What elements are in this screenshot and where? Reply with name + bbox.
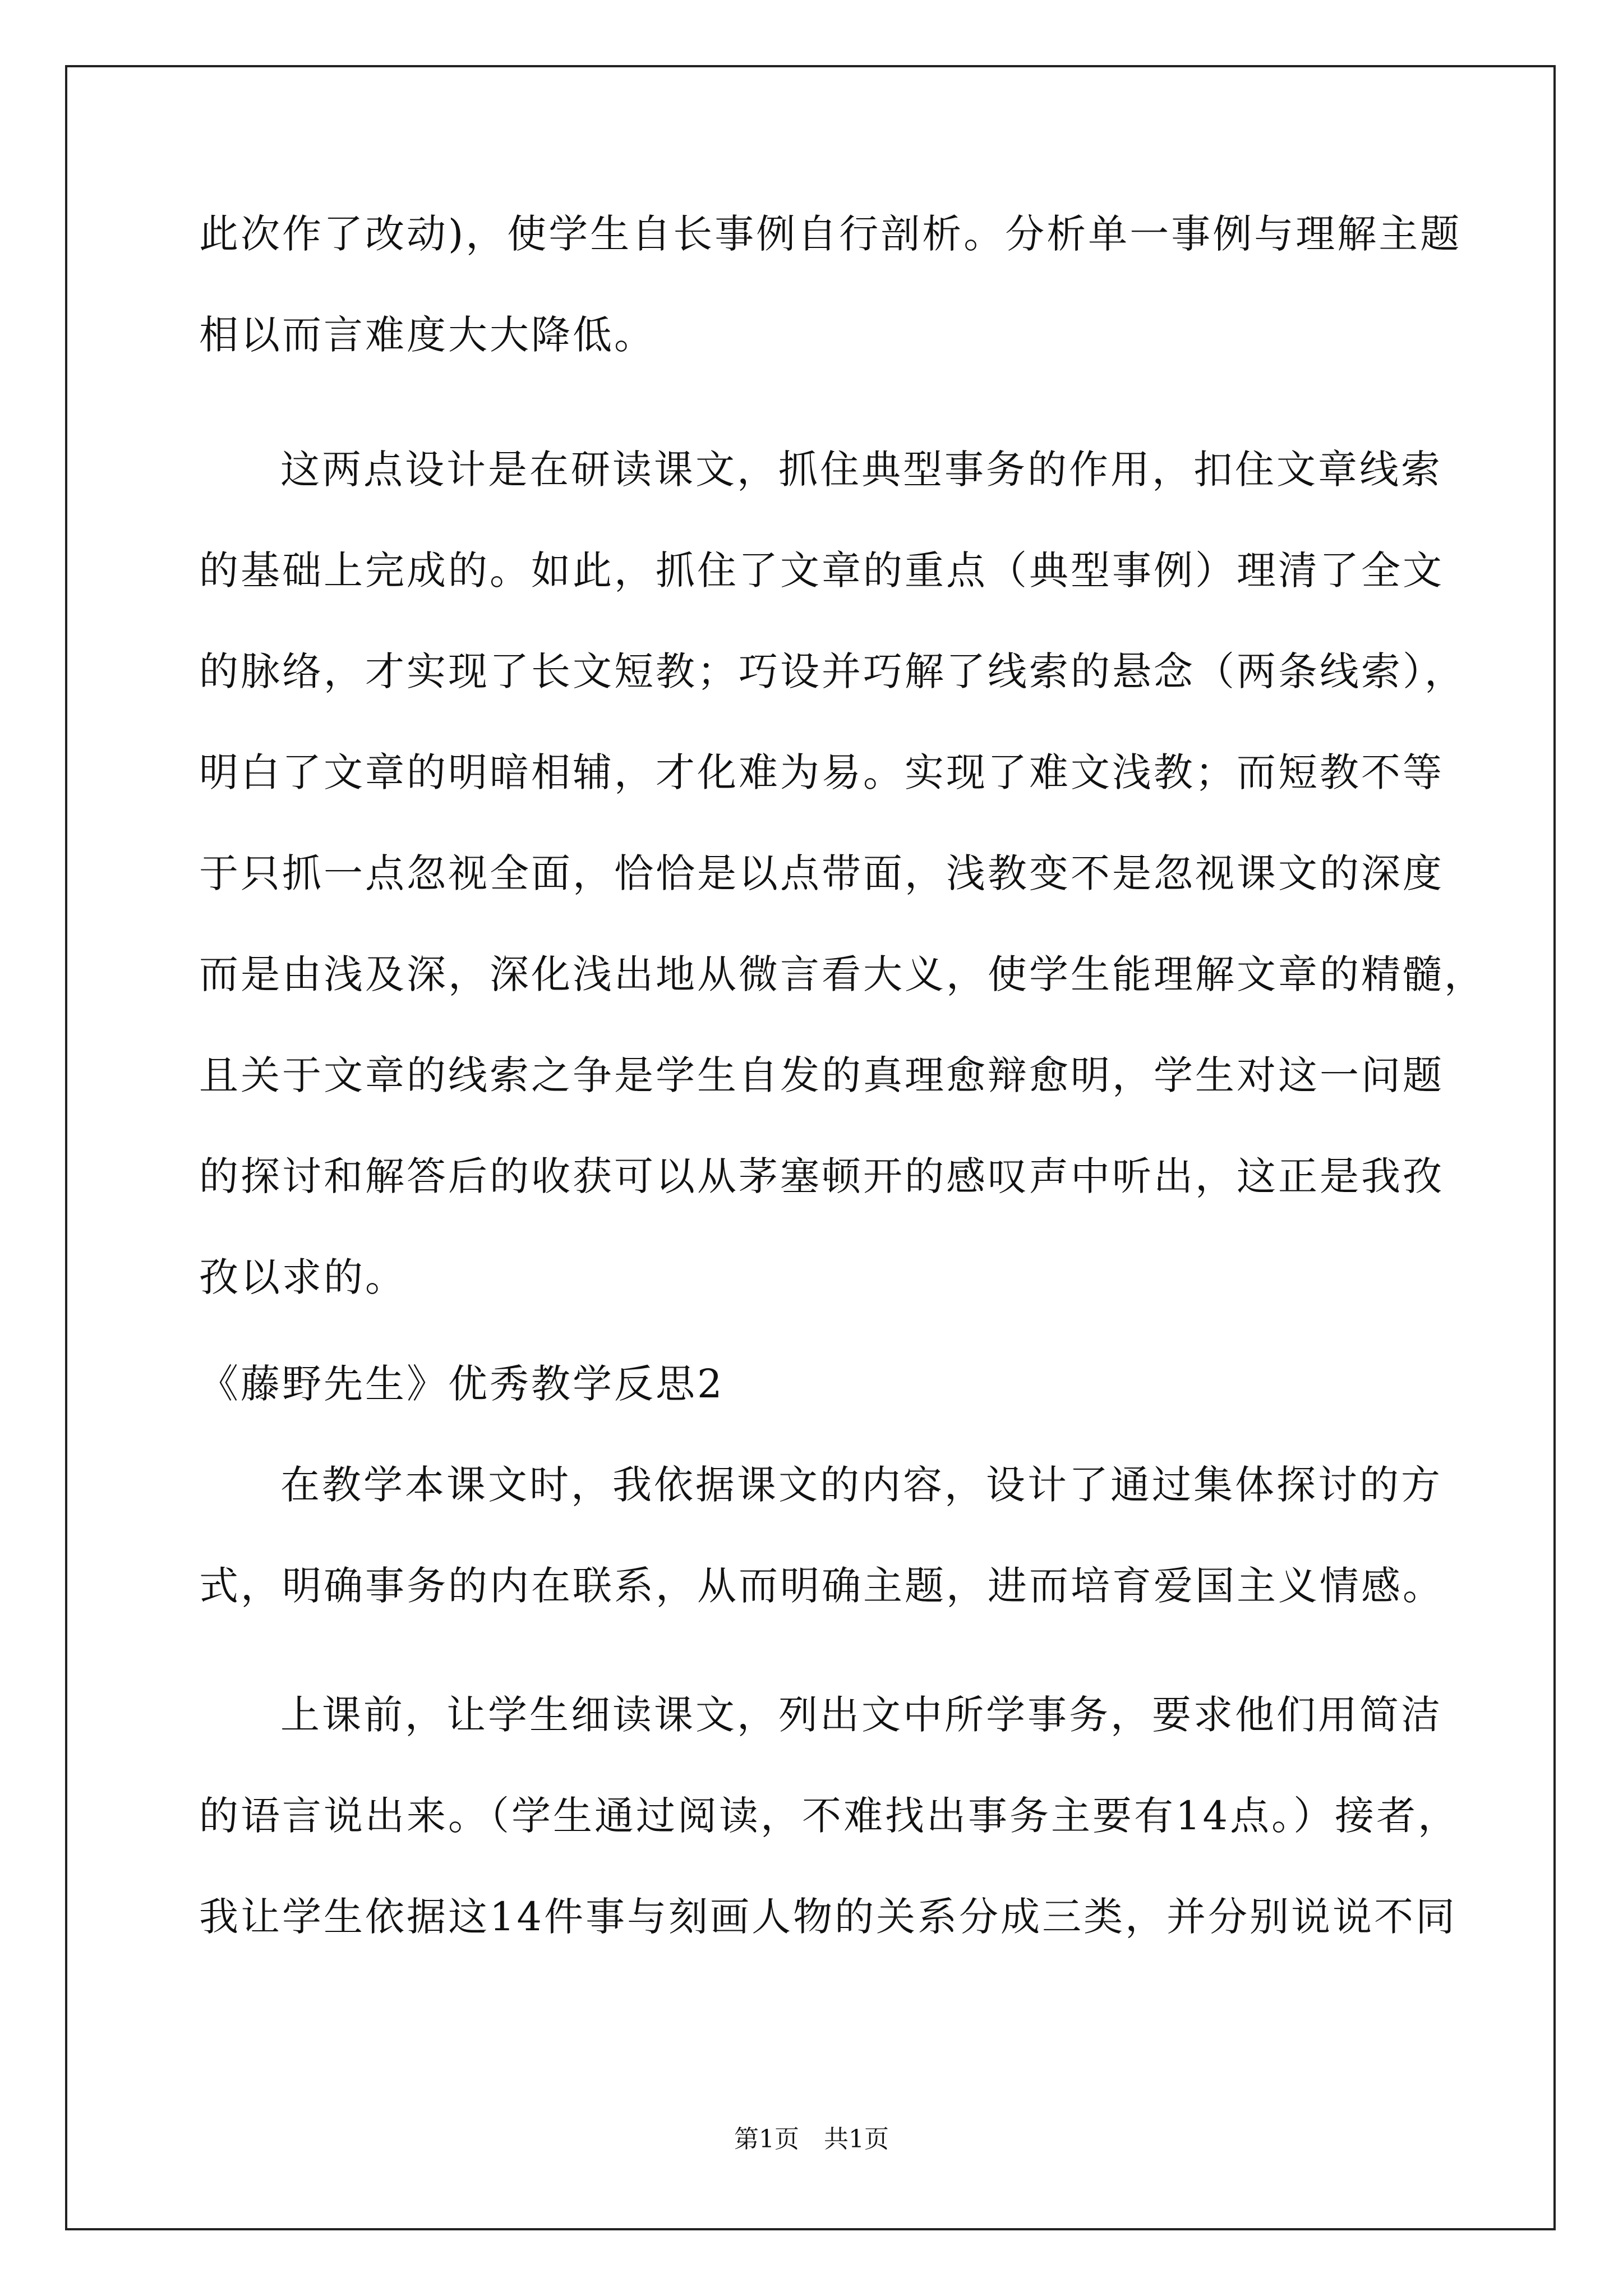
paragraph-line: 的脉络，才实现了长文短教；巧设并巧解了线索的悬念（两条线索）， bbox=[199, 648, 1466, 694]
page-number: 第1页 共1页 bbox=[734, 2125, 889, 2154]
paragraph-line: 的语言说出来。（学生通过阅读，不难找出事务主要有14点。）接者， bbox=[199, 1793, 1460, 1839]
paragraph-line: 我让学生依据这14件事与刻画人物的关系分成三类，并分别说说不同 bbox=[199, 1894, 1458, 1940]
section-heading: 《藤野先生》优秀教学反思2 bbox=[199, 1361, 725, 1407]
paragraph-line: 的基础上完成的。如此，抓住了文章的重点（典型事例）理清了全文 bbox=[199, 547, 1444, 593]
paragraph-line: 相以而言难度大大降低。 bbox=[199, 312, 656, 358]
paragraph-line: 明白了文章的明暗相辅，才化难为易。实现了难文浅教；而短教不等 bbox=[199, 749, 1444, 795]
paragraph-line: 这两点设计是在研读课文，抓住典型事务的作用，扣住文章线索 bbox=[280, 447, 1442, 493]
paragraph-line: 而是由浅及深，深化浅出地从微言看大义，使学生能理解文章的精髓， bbox=[199, 951, 1486, 997]
paragraph-line: 在教学本课文时，我依据课文的内容，设计了通过集体探讨的方 bbox=[280, 1462, 1442, 1508]
paragraph-line: 孜以求的。 bbox=[199, 1254, 407, 1300]
paragraph-line: 且关于文章的线索之争是学生自发的真理愈辩愈明，学生对这一问题 bbox=[199, 1052, 1444, 1098]
paragraph-line: 上课前，让学生细读课文，列出文中所学事务，要求他们用简洁 bbox=[280, 1692, 1442, 1738]
paragraph-line: 式，明确事务的内在联系，从而明确主题，进而培育爱国主义情感。 bbox=[199, 1563, 1444, 1609]
paragraph-line: 的探讨和解答后的收获可以从茅塞顿开的感叹声中听出，这正是我孜 bbox=[199, 1153, 1444, 1199]
paragraph-line: 此次作了改动)，使学生自长事例自行剖析。分析单一事例与理解主题 bbox=[199, 211, 1462, 257]
paragraph-line: 于只抓一点忽视全面，恰恰是以点带面，浅教变不是忽视课文的深度 bbox=[199, 850, 1444, 896]
